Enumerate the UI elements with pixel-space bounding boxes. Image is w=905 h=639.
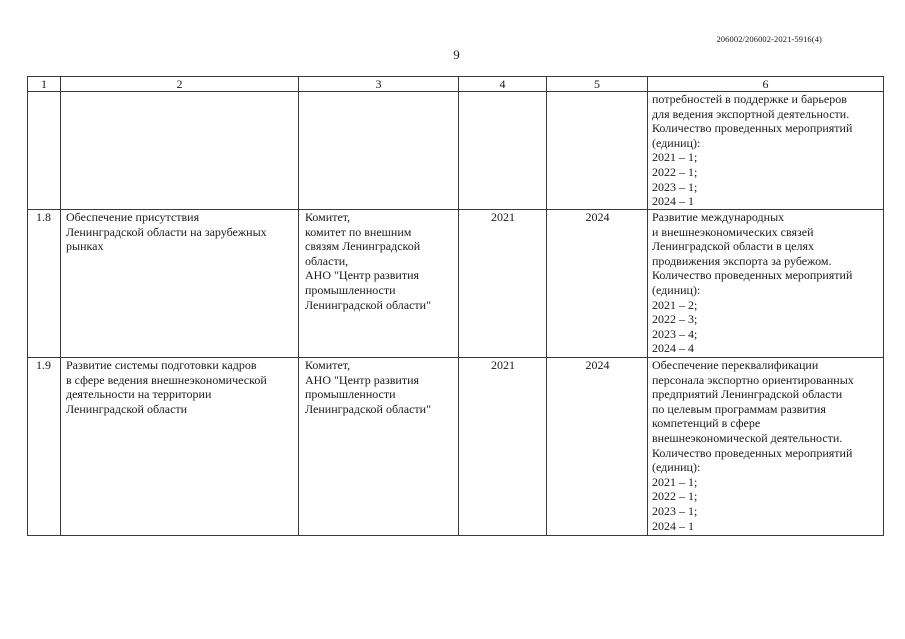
table-row [28, 92, 884, 210]
row-number: 1.9 [28, 358, 61, 536]
start-year [459, 92, 547, 210]
end-year: 2024 [547, 210, 648, 358]
row-number: 1.8 [28, 210, 61, 358]
table-row [28, 210, 884, 358]
start-year: 2021 [459, 358, 547, 536]
measure-name: Обеспечение присутствия Ленинградской области на зарубежных рынках [61, 210, 299, 358]
expected-result: Развитие международных и внешнеэкономических связей Ленинградской области в целях продвижения экспорта за рубежом. Количество проведенных мероприятий (единиц): 2021 – 2; 2022 – 3; 2023 – 4; 2024 – 4 [648, 210, 884, 358]
measure-name [61, 92, 299, 210]
column-header: 2 [61, 77, 299, 92]
end-year: 2024 [547, 358, 648, 536]
document-id: 206002/206002-2021-5916(4) [716, 34, 822, 44]
executor [299, 92, 459, 210]
table-row [28, 358, 884, 536]
column-header: 6 [648, 77, 884, 92]
column-header: 4 [459, 77, 547, 92]
row-number [28, 92, 61, 210]
executor: Комитет, комитет по внешним связям Ленинградской области, АНО "Центр развития промышленности Ленинградской области" [299, 210, 459, 358]
page-number: 9 [453, 47, 460, 62]
expected-result: потребностей в поддержке и барьеров для ведения экспортной деятельности. Количество проведенных мероприятий (единиц): 2021 – 1; 2022 – 1; 2023 – 1; 2024 – 1 [648, 92, 884, 210]
expected-result: Обеспечение переквалификации персонала экспортно ориентированных предприятий Ленинградской области по целевым программам развития компетенций в сфере внешнеэкономической деятельности. Количество проведенных мероприятий (единиц): 2021 – 1; 2022 – 1; 2023 – 1; 2024 – 1 [648, 358, 884, 536]
end-year [547, 92, 648, 210]
table-header-row [28, 77, 884, 92]
column-header: 1 [28, 77, 61, 92]
column-header: 3 [299, 77, 459, 92]
column-header: 5 [547, 77, 648, 92]
executor: Комитет, АНО "Центр развития промышленности Ленинградской области" [299, 358, 459, 536]
measure-name: Развитие системы подготовки кадров в сфере ведения внешнеэкономической деятельности на территории Ленинградской области [61, 358, 299, 536]
measures-table [27, 76, 884, 536]
start-year: 2021 [459, 210, 547, 358]
